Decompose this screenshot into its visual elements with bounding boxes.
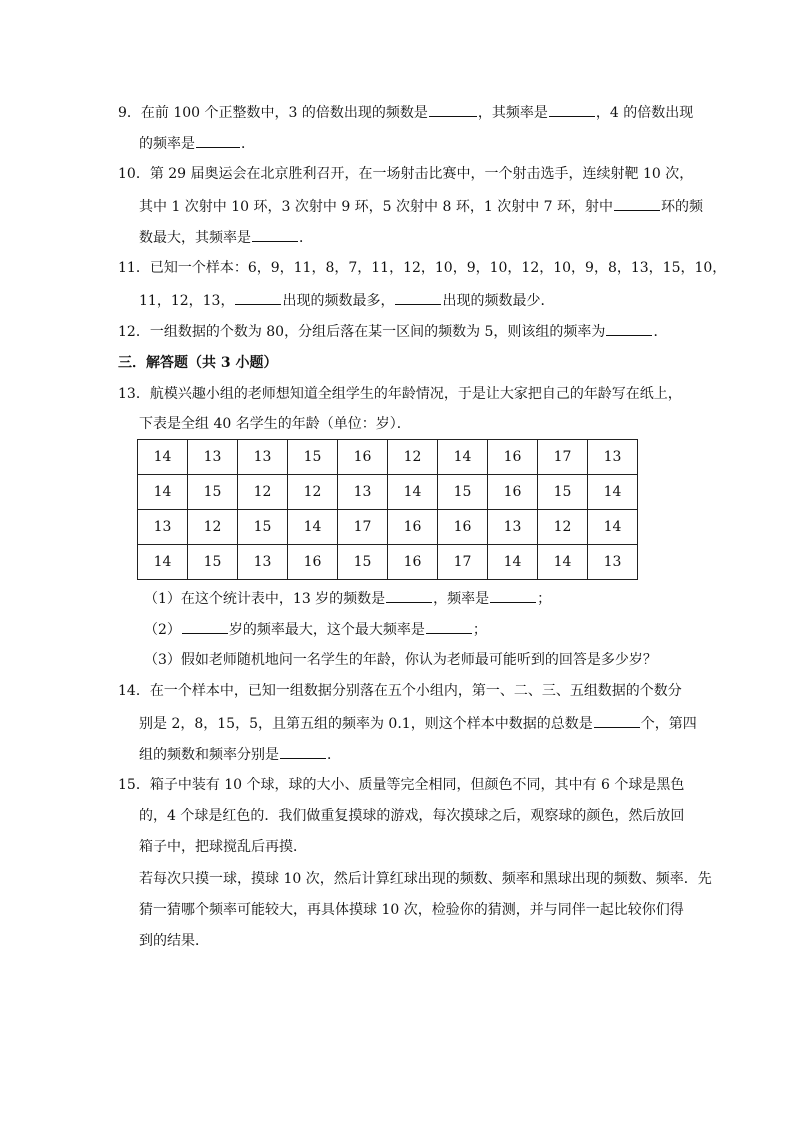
q13-blank-4[interactable] — [426, 619, 472, 634]
table-cell: 12 — [238, 475, 288, 510]
q10-text-b: 其中 1 次射中 10 环，3 次射中 9 环，5 次射中 8 环，1 次射中 7 环，射中 — [139, 199, 614, 215]
table-cell: 16 — [438, 510, 488, 545]
q13-sub1-text-b: ，频率是 — [433, 591, 490, 607]
table-cell: 14 — [538, 545, 588, 580]
q13-blank-1[interactable] — [386, 588, 432, 603]
q14-line-1 — [118, 681, 682, 701]
q10-line-1 — [118, 164, 693, 184]
q15-text-1: 15．箱子中装有 10 个球，球的大小、质量等完全相同，但颜色不同，其中有 6 个球是黑色 — [118, 777, 685, 793]
q13-sub2-text-c: ； — [472, 622, 487, 638]
table-cell: 12 — [288, 475, 338, 510]
table-cell: 13 — [588, 440, 638, 475]
table-cell: 15 — [338, 545, 388, 580]
table-cell: 16 — [488, 440, 538, 475]
table-cell: 14 — [488, 545, 538, 580]
q13-sub2-text-a: （2） — [144, 622, 181, 638]
table-cell: 17 — [538, 440, 588, 475]
q13-sub-3 — [144, 650, 657, 670]
q14-line-2 — [139, 713, 697, 734]
q15-line-4 — [139, 869, 712, 889]
q14-blank-1[interactable] — [594, 713, 640, 728]
q14-text-a: 14．在一个样本中，已知一组数据分别落在五个小组内，第一、二、三、五组数据的个数分 — [118, 683, 682, 699]
section-3-heading — [118, 353, 278, 373]
q15-text-3: 箱子中，把球搅乱后再摸． — [139, 839, 307, 855]
q9-line-1 — [118, 102, 693, 123]
table-cell: 13 — [238, 545, 288, 580]
q14-line-3 — [139, 744, 341, 765]
q12-line-1 — [118, 321, 667, 342]
q13-line-2 — [139, 414, 411, 434]
q15-line-5 — [139, 900, 684, 920]
table-cell: 17 — [438, 545, 488, 580]
q13-sub1-text-c: ； — [537, 591, 552, 607]
table-cell: 15 — [538, 475, 588, 510]
age-table — [137, 439, 638, 580]
q15-text-4: 若每次只摸一球，摸球 10 次，然后计算红球出现的频数、频率和黑球出现的频数、频率．先 — [139, 871, 712, 887]
q9-blank-2[interactable] — [549, 102, 595, 117]
q9-text-e: ． — [241, 136, 255, 152]
table-row — [138, 545, 638, 580]
table-cell: 15 — [438, 475, 488, 510]
q9-text-b: ，其频率是 — [477, 105, 548, 121]
q9-blank-3[interactable] — [196, 133, 240, 148]
table-cell: 16 — [288, 545, 338, 580]
table-cell: 14 — [438, 440, 488, 475]
q13-sub2-text-b: 岁的频率最大，这个最大频率是 — [228, 622, 425, 638]
q11-text-b: 11，12，13， — [139, 293, 235, 309]
q10-text-c: 环的频 — [661, 199, 704, 215]
table-cell: 14 — [288, 510, 338, 545]
q13-text-a: 13．航模兴趣小组的老师想知道全组学生的年龄情况，于是让大家把自己的年龄写在纸上， — [118, 386, 682, 402]
q13-sub3-text: （3）假如老师随机地问一名学生的年龄，你认为老师最可能听到的回答是多少岁？ — [144, 652, 657, 668]
table-cell: 14 — [138, 440, 188, 475]
q11-text-a: 11．已知一个样本：6，9，11，8，7，11，12，10，9，10，12，10，9，8，13，15，10， — [118, 260, 727, 276]
table-cell: 14 — [138, 475, 188, 510]
q11-line-2 — [139, 290, 554, 311]
q15-line-1 — [118, 775, 684, 795]
q14-text-c: 个，第四 — [640, 716, 697, 732]
table-cell: 13 — [188, 440, 238, 475]
q9-text-c: ，4 的倍数出现 — [595, 105, 694, 121]
q14-text-b: 别是 2，8，15，5，且第五组的频率为 0.1，则这个样本中数据的总数是 — [139, 716, 593, 732]
q13-blank-2[interactable] — [490, 588, 536, 603]
table-row — [138, 475, 638, 510]
table-cell: 16 — [388, 510, 438, 545]
table-cell: 14 — [388, 475, 438, 510]
table-cell: 12 — [188, 510, 238, 545]
q12-text-a: 12．一组数据的个数为 80，分组后落在某一区间的频数为 5，则该组的频率为 — [118, 324, 606, 340]
q10-line-2 — [139, 196, 703, 217]
q9-line-2 — [139, 133, 255, 154]
table-cell: 15 — [188, 475, 238, 510]
q10-blank-2[interactable] — [252, 227, 298, 242]
table-cell: 13 — [588, 545, 638, 580]
q13-sub-1 — [144, 588, 551, 609]
table-cell: 17 — [338, 510, 388, 545]
q9-blank-1[interactable] — [429, 102, 477, 117]
q15-text-2: 的，4 个球是红色的．我们做重复摸球的游戏，每次摸球之后，观察球的颜色，然后放回 — [139, 808, 685, 824]
table-cell: 14 — [588, 510, 638, 545]
q10-text-a: 10．第 29 届奥运会在北京胜利召开，在一场射击比赛中，一个射击选手，连续射靶 10 次， — [118, 166, 694, 182]
q11-blank-1[interactable] — [235, 290, 281, 305]
q11-blank-2[interactable] — [395, 290, 441, 305]
q11-text-c: 出现的频数最多， — [282, 293, 395, 309]
q13-blank-3[interactable] — [182, 619, 228, 634]
q12-text-b: ． — [653, 324, 668, 340]
table-cell: 15 — [238, 510, 288, 545]
q10-text-e: ． — [299, 230, 313, 246]
q12-blank-1[interactable] — [606, 321, 652, 336]
table-cell: 12 — [538, 510, 588, 545]
table-cell: 15 — [288, 440, 338, 475]
table-cell: 13 — [338, 475, 388, 510]
q10-blank-1[interactable] — [614, 196, 660, 211]
section-3-title: 三．解答题（共 3 小题） — [118, 355, 278, 371]
q15-line-2 — [139, 806, 684, 826]
table-cell: 13 — [238, 440, 288, 475]
q13-sub1-text-a: （1）在这个统计表中，13 岁的频数是 — [144, 591, 386, 607]
table-cell: 12 — [388, 440, 438, 475]
q15-line-3 — [139, 837, 307, 857]
table-cell: 16 — [338, 440, 388, 475]
q13-text-b: 下表是全组 40 名学生的年龄（单位：岁）． — [139, 416, 411, 432]
table-cell: 13 — [488, 510, 538, 545]
q9-text-a: 9．在前 100 个正整数中，3 的倍数出现的频数是 — [118, 105, 428, 121]
q15-line-6 — [139, 931, 209, 951]
q11-line-1 — [118, 258, 726, 278]
q14-text-e: ． — [327, 747, 341, 763]
table-row — [138, 440, 638, 475]
table-cell: 13 — [138, 510, 188, 545]
q13-line-1 — [118, 384, 682, 404]
q14-text-d: 组的频数和频率分别是 — [139, 747, 279, 763]
table-cell: 16 — [488, 475, 538, 510]
q13-sub-2 — [144, 619, 487, 640]
table-row — [138, 510, 638, 545]
table-cell: 14 — [588, 475, 638, 510]
q14-blank-2[interactable] — [280, 744, 326, 759]
q9-text-d: 的频率是 — [139, 136, 195, 152]
table-cell: 15 — [188, 545, 238, 580]
table-cell: 16 — [388, 545, 438, 580]
q15-text-5: 猜一猜哪个频率可能较大，再具体摸球 10 次，检验你的猜测，并与同伴一起比较你们得 — [139, 902, 684, 918]
table-cell: 14 — [138, 545, 188, 580]
q11-text-d: 出现的频数最少． — [442, 293, 555, 309]
q15-text-6: 到的结果． — [139, 933, 209, 949]
q10-text-d: 数最大，其频率是 — [139, 230, 251, 246]
q10-line-3 — [139, 227, 313, 248]
